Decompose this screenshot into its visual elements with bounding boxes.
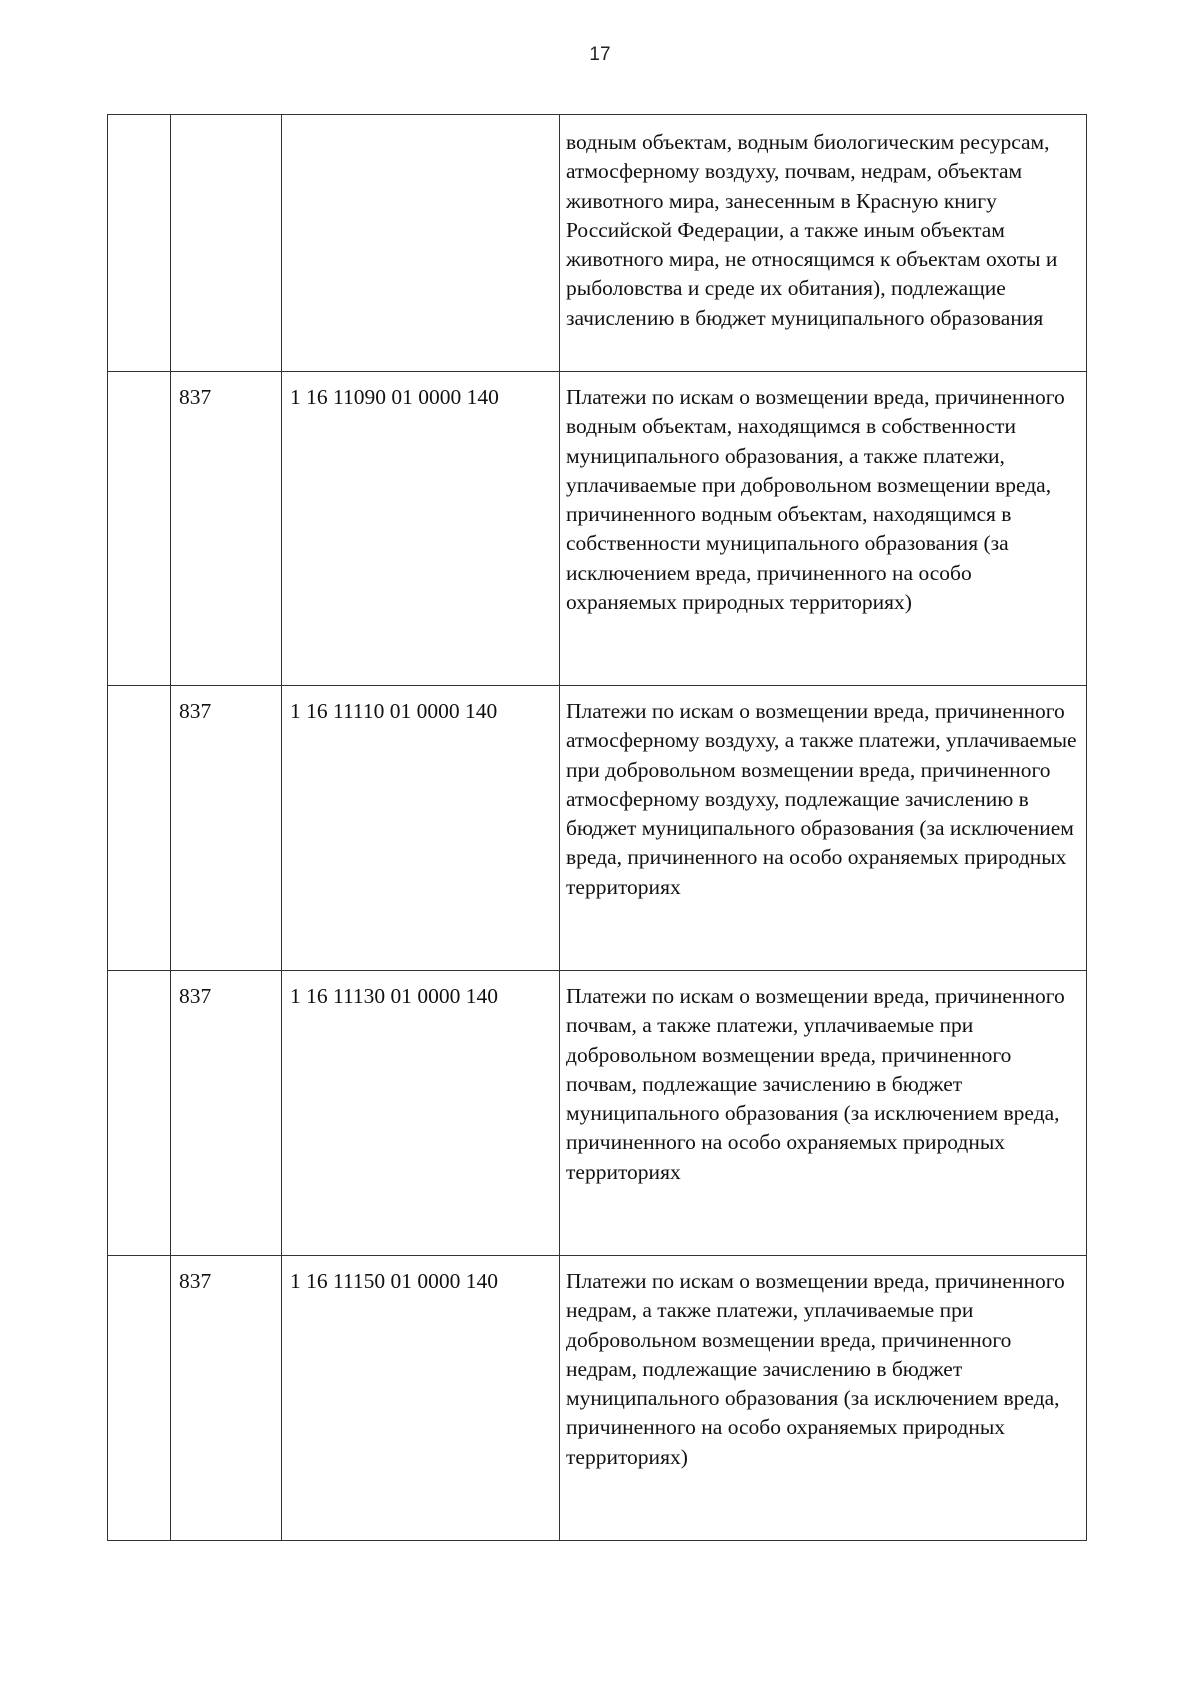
budget-code-cell bbox=[282, 1256, 560, 1541]
description-text: Платежи по искам о возмещении вреда, причиненного недрам, а также платежи, уплачиваемые при добровольном возмещении вреда, причиненного недрам, подлежащие зачислению в бюджет муниципального образования (за исключением вреда, причиненного на особо охраняемых природных территориях) bbox=[566, 1269, 1065, 1469]
empty-cell bbox=[108, 372, 171, 686]
budget-codes-table bbox=[107, 114, 1087, 1541]
table-row bbox=[108, 686, 1087, 971]
admin-code: 837 bbox=[179, 1269, 212, 1293]
empty-cell bbox=[108, 1256, 171, 1541]
description-cell bbox=[560, 1256, 1087, 1541]
admin-code: 837 bbox=[179, 984, 212, 1008]
description-text: Платежи по искам о возмещении вреда, причиненного атмосферному воздуху, а также платежи, уплачиваемые при добровольном возмещении вреда, причиненного атмосферному воздуху, подлежащие зачислению в бюджет муниципального образования (за исключением вреда, причиненного на особо охраняемых природных территориях bbox=[566, 699, 1077, 899]
table-row bbox=[108, 1256, 1087, 1541]
table-row bbox=[108, 971, 1087, 1256]
page-number: 17 bbox=[589, 44, 611, 65]
empty-cell bbox=[108, 115, 171, 372]
admin-code-cell bbox=[171, 372, 282, 686]
admin-code-cell bbox=[171, 1256, 282, 1541]
budget-code bbox=[282, 115, 559, 136]
admin-code: 837 bbox=[179, 385, 212, 409]
budget-code: 1 16 11130 01 0000 140 bbox=[290, 984, 499, 1008]
budget-code: 1 16 11150 01 0000 140 bbox=[290, 1269, 499, 1293]
budget-code-cell bbox=[282, 686, 560, 971]
description-text: Платежи по искам о возмещении вреда, причиненного почвам, а также платежи, уплачиваемые при добровольном возмещении вреда, причиненного почвам, подлежащие зачислению в бюджет муниципального образования (за исключением вреда, причиненного на особо охраняемых природных территориях bbox=[566, 984, 1065, 1184]
description-cell bbox=[560, 686, 1087, 971]
budget-code: 1 16 11090 01 0000 140 bbox=[290, 385, 499, 409]
empty-cell bbox=[108, 686, 171, 971]
admin-code-cell bbox=[171, 686, 282, 971]
description-text: водным объектам, водным биологическим ресурсам, атмосферному воздуху, почвам, недрам, объектам животного мира, занесенным в Красную книгу Российской Федерации, а также иным объектам животного мира, не относящимся к объектам охоты и рыболовства и среде их обитания), подлежащие зачислению в бюджет муниципального образования bbox=[566, 130, 1058, 330]
admin-code: 837 bbox=[179, 699, 212, 723]
table-row bbox=[108, 115, 1087, 372]
budget-code-cell bbox=[282, 971, 560, 1256]
table-row bbox=[108, 372, 1087, 686]
description-text: Платежи по искам о возмещении вреда, причиненного водным объектам, находящимся в собственности муниципального образования, а также платежи, уплачиваемые при добровольном возмещении вреда, причиненного водным объектам, находящимся в собственности муниципального образования (за исключением вреда, причиненного на особо охраняемых природных территориях) bbox=[566, 385, 1065, 615]
budget-code-cell bbox=[282, 115, 560, 372]
description-cell bbox=[560, 115, 1087, 372]
description-cell bbox=[560, 971, 1087, 1256]
budget-code: 1 16 11110 01 0000 140 bbox=[290, 699, 498, 723]
admin-code-cell bbox=[171, 971, 282, 1256]
empty-cell bbox=[108, 971, 171, 1256]
description-cell bbox=[560, 372, 1087, 686]
admin-code bbox=[171, 115, 281, 136]
admin-code-cell bbox=[171, 115, 282, 372]
budget-code-cell bbox=[282, 372, 560, 686]
